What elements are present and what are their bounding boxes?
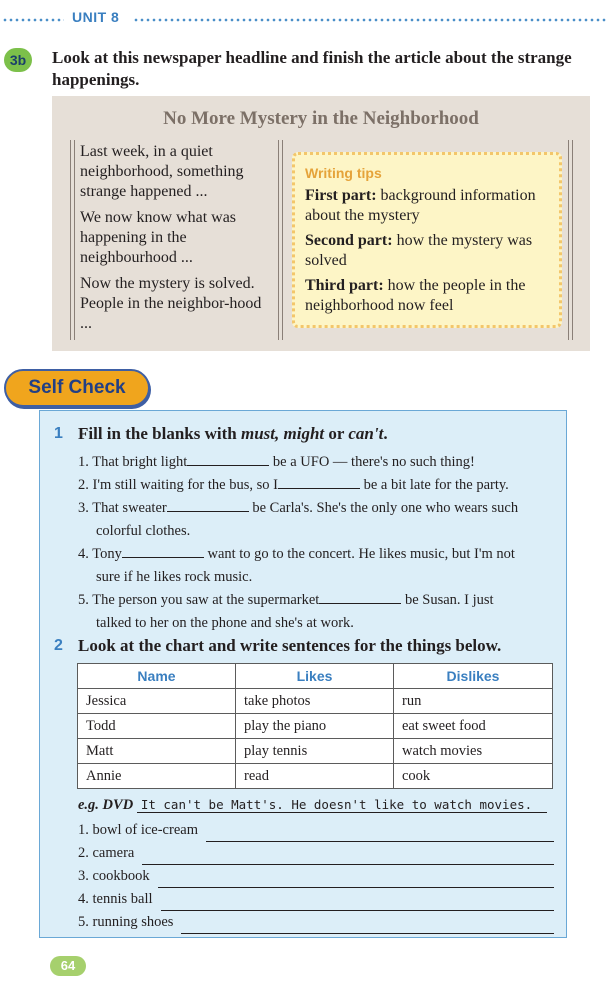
article-paragraph: We now know what was happening in the neighbourhood ... [80,209,237,266]
page-number: 64 [50,956,86,976]
question-number: 2 [54,637,63,654]
self-check-badge: Self Check [4,369,150,407]
question-1-heading: Fill in the blanks with must, might or can't. [78,424,388,443]
self-check-panel [39,410,567,938]
tip-item: Second part: how the mystery was solved [305,232,533,269]
table-cell: watch movies [394,739,553,764]
fill-item-continued: sure if he likes rock music. [96,569,253,585]
column-rule [70,140,71,340]
table-cell: Matt [78,739,236,764]
fill-item-continued: colorful clothes. [96,523,191,539]
table-row [78,689,553,714]
fill-item: 3. That sweater be Carla's. She's the only one who wears such [78,497,558,520]
answer-line[interactable] [161,895,554,911]
question-2-items [78,819,554,934]
fill-item: 1. That bright light be a UFO — there's no such thing! [78,451,558,474]
table-cell: Todd [78,714,236,739]
table-cell: Annie [78,764,236,789]
column-rule [572,140,573,340]
column-rule [74,140,75,340]
answer-blank[interactable] [167,497,249,512]
table-cell: run [394,689,553,714]
table-cell: read [236,764,394,789]
fill-item: 5. The person you saw at the supermarket be Susan. I just [78,589,558,612]
column-rule [278,140,279,340]
section-badge-3b: 3b [4,48,32,72]
newspaper-panel [52,96,590,351]
newspaper-headline: No More Mystery in the Neighborhood [163,108,479,129]
example-answer: It can't be Matt's. He doesn't like to watch movies. [137,797,547,813]
table-cell: Jessica [78,689,236,714]
table-cell: take photos [236,689,394,714]
column-rule [282,140,283,340]
example-sentence [78,797,556,814]
table-cell: eat sweet food [394,714,553,739]
answer-blank[interactable] [278,474,360,489]
article-paragraph: Now the mystery is solved. People in the neighbor-hood ... [80,275,262,332]
table-header: Likes [236,664,394,689]
write-item: 1. bowl of ice-cream [78,819,554,842]
table-row [78,739,553,764]
tip-item: Third part: how the people in the neighborhood now feel [305,277,526,314]
tip-item: First part: background information about the mystery [305,187,536,224]
answer-line[interactable] [206,826,554,842]
fill-item: 2. I'm still waiting for the bus, so I be a bit late for the party. [78,474,558,497]
question-2-heading: Look at the chart and write sentences for the things below. [78,636,502,655]
column-rule [568,140,569,340]
answer-line[interactable] [142,849,554,865]
table-cell: cook [394,764,553,789]
write-item: 5. running shoes [78,911,554,934]
write-item: 3. cookbook [78,865,554,888]
likes-dislikes-table [77,663,553,789]
table-cell: play tennis [236,739,394,764]
fill-item: 4. Tony want to go to the concert. He likes music, but I'm not [78,543,558,566]
write-item: 2. camera [78,842,554,865]
writing-tips-title: Writing tips [305,165,382,181]
answer-line[interactable] [181,918,554,934]
question-1-items [78,451,558,635]
article-paragraph: Last week, in a quiet neighborhood, something strange happened ... [80,143,244,200]
write-item: 4. tennis ball [78,888,554,911]
question-number: 1 [54,425,63,442]
table-cell: play the piano [236,714,394,739]
table-row [78,764,553,789]
fill-item-continued: talked to her on the phone and she's at work. [96,615,354,631]
table-row [78,714,553,739]
answer-blank[interactable] [319,589,401,604]
example-label: e.g. DVD [78,797,134,813]
answer-blank[interactable] [122,543,204,558]
table-header: Dislikes [394,664,553,689]
table-header: Name [78,664,236,689]
answer-line[interactable] [158,872,554,888]
section-instruction: Look at this newspaper headline and finish the article about the strange happenings. [52,48,572,89]
writing-tips-box [292,152,562,328]
answer-blank[interactable] [187,451,269,466]
article-prompts [80,142,274,334]
unit-label: UNIT 8 [72,9,120,25]
